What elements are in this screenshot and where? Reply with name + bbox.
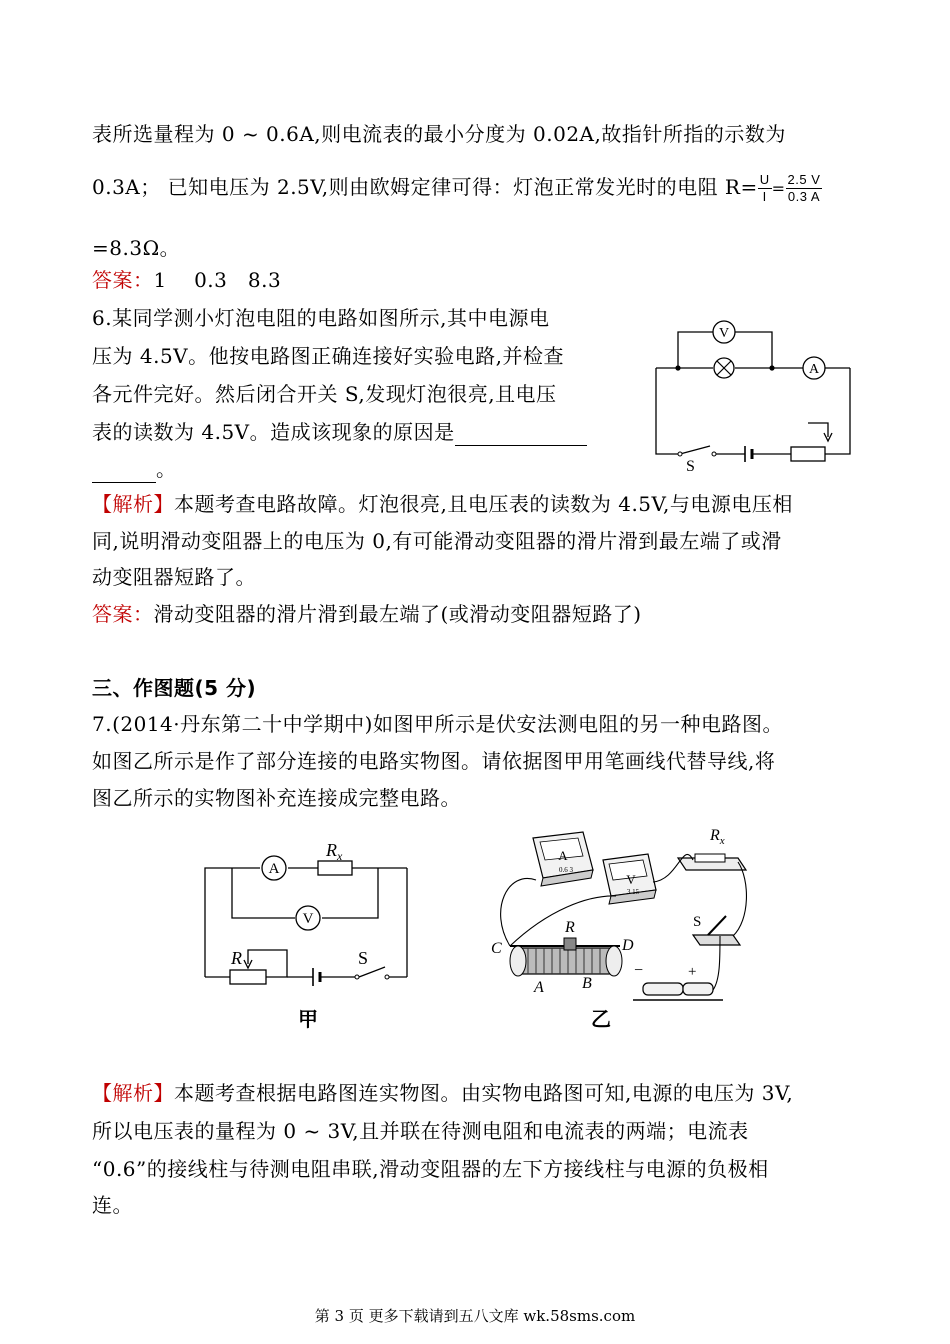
q7-line-3: 图乙所示的实物图补充连接成完整电路。: [92, 786, 461, 810]
figure-caption-b: 乙: [591, 1007, 611, 1031]
terminal-c: C: [491, 940, 502, 957]
q6-line-5: [92, 455, 177, 483]
rx-device-label: $R_x$: [710, 827, 725, 847]
fraction-u-over-i: [758, 172, 772, 205]
answer-5: [92, 266, 281, 294]
terminal-d: D: [622, 937, 634, 954]
analysis-label: 【解析】: [92, 1081, 174, 1105]
voltmeter-device-label: V: [626, 872, 636, 887]
ammeter-label: A: [808, 362, 820, 377]
q6-circuit-diagram: [648, 315, 858, 475]
voltmeter-symbol: [296, 906, 320, 930]
q7-line-2: 如图乙所示是作了部分连接的电路实物图。请依据图甲用笔画线代替导线,将: [92, 749, 776, 773]
answer-label: 答案：: [92, 268, 154, 292]
battery-device: [633, 962, 723, 1000]
fraction-numerator-2: 2.5 V: [787, 172, 821, 187]
fraction-denominator: I: [762, 189, 767, 204]
rheostat-device: [491, 919, 634, 996]
figure-a-circuit: [195, 836, 425, 1036]
page-footer: 第 3 页 更多下载请到五八文库 wk.58sms.com: [314, 1307, 636, 1325]
q7-analysis-line-2: 所以电压表的量程为 0 ~ 3V,且并联在待测电阻和电流表的两端；电流表: [92, 1119, 749, 1143]
section-title: 三、作图题(5 分): [92, 676, 257, 700]
q7-line-1: 7.(2014·丹东第二十中学期中)如图甲所示是伏安法测电阻的另一种电路图。: [92, 712, 783, 736]
q6-line-4: [92, 418, 587, 446]
para-line-3: =8.3Ω。: [92, 236, 181, 260]
para-line-2: [92, 172, 822, 205]
switch-label: S: [686, 458, 695, 475]
q6-analysis-line-2: 同,说明滑动变阻器上的电压为 0,有可能滑动变阻器的滑片滑到最左端了或滑: [92, 529, 782, 553]
equals-sign: =: [771, 179, 786, 198]
rheostat-label: R: [231, 948, 242, 968]
fraction-values: [786, 172, 823, 205]
fraction-numerator: U: [759, 172, 770, 187]
terminal-b: B: [582, 975, 592, 992]
rheostat-device-label: R: [565, 919, 575, 936]
answer-text: 1 0.3 8.3: [153, 268, 282, 292]
answer-blank-continued[interactable]: [92, 462, 156, 483]
q6-answer: [92, 600, 642, 628]
ammeter-symbol: [803, 357, 825, 379]
voltmeter-label: V: [718, 326, 730, 341]
voltmeter-label: V: [302, 911, 314, 927]
figure-b-apparatus: [488, 820, 758, 1035]
analysis-label: 【解析】: [92, 492, 174, 516]
q7-analysis-line-4: 连。: [92, 1193, 133, 1217]
para-line-1: 表所选量程为 0 ~ 0.6A,则电流表的最小分度为 0.02A,故指针所指的示数为: [92, 122, 786, 146]
para-line-2-text: 0.3A； 已知电压为 2.5V,则由欧姆定律可得：灯泡正常发光时的电阻 R=: [92, 175, 758, 199]
battery-plus: +: [688, 964, 697, 980]
rx-label: $R_x$: [326, 840, 343, 863]
answer-text: 滑动变阻器的滑片滑到最左端了(或滑动变阻器短路了): [153, 602, 642, 626]
q7-analysis-line-3: “0.6”的接线柱与待测电阻串联,滑动变阻器的左下方接线柱与电源的负极相: [92, 1157, 769, 1181]
terminal-a: A: [534, 979, 544, 996]
switch-label: S: [358, 948, 369, 968]
switch-device-label: S: [693, 914, 702, 930]
q7-analysis-line-1: [92, 1079, 793, 1107]
lamp-symbol: [714, 358, 734, 378]
voltmeter-symbol: [713, 321, 735, 343]
q6-line-1: 6.某同学测小灯泡电阻的电路如图所示,其中电源电: [92, 306, 550, 330]
ammeter-label: A: [268, 861, 280, 877]
answer-blank[interactable]: [455, 425, 587, 446]
analysis-text: 本题考查根据电路图连实物图。由实物电路图可知,电源的电压为 3V,: [174, 1081, 794, 1105]
analysis-text: 本题考查电路故障。灯泡很亮,且电压表的读数为 4.5V,与电源电压相: [174, 492, 793, 516]
ammeter-scale: 0.6 3: [559, 866, 573, 874]
battery-minus: −: [634, 962, 644, 979]
q6-line-5-end: 。: [156, 457, 177, 481]
ammeter-device: [533, 832, 593, 886]
ammeter-device-label: A: [558, 848, 568, 863]
q6-line-4-text: 表的读数为 4.5V。造成该现象的原因是: [92, 420, 455, 444]
q6-analysis-line-3: 动变阻器短路了。: [92, 565, 256, 589]
figure-caption-a: 甲: [298, 1007, 318, 1031]
ammeter-symbol: [262, 856, 286, 880]
switch-device: [693, 914, 740, 945]
q6-line-2: 压为 4.5V。他按电路图正确连接好实验电路,并检查: [92, 344, 564, 368]
fraction-denominator-2: 0.3 A: [787, 189, 821, 204]
rx-device: [678, 827, 746, 870]
answer-label: 答案：: [92, 602, 154, 626]
q6-line-3: 各元件完好。然后闭合开关 S,发现灯泡很亮,且电压: [92, 382, 557, 406]
q6-analysis-line-1: [92, 490, 793, 518]
voltmeter-scale: 3 15: [626, 888, 640, 896]
